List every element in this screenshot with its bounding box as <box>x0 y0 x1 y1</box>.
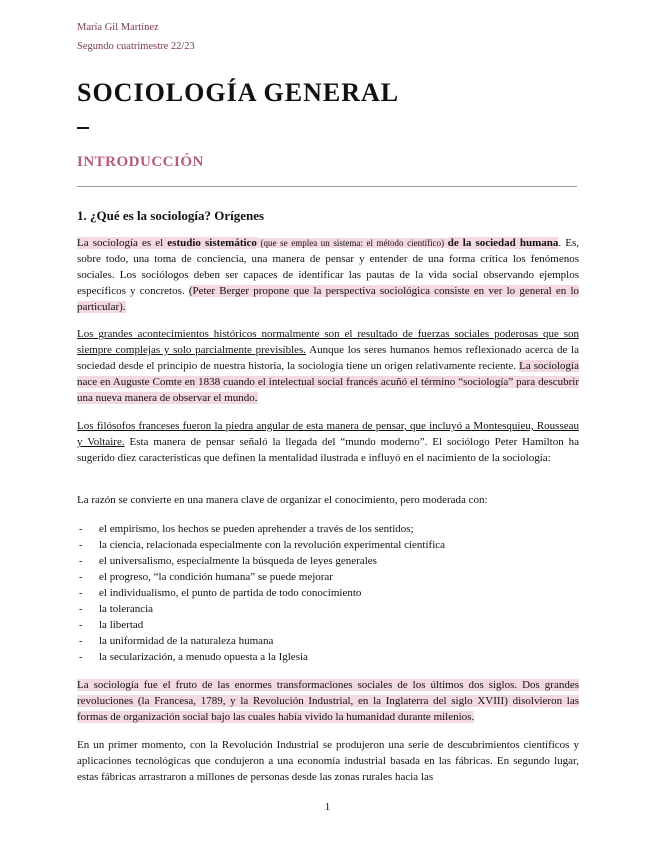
p1-a: La sociología es el <box>77 237 168 249</box>
author-name: María Gil Martínez <box>77 22 159 33</box>
p2-b: Aunque los seres humanos hemos reflexionado acerca de la sociedad desde el principio de nuestra historia, la sociología tiene un origen relativamente reciente. <box>77 344 579 372</box>
p3-b: Esta manera de pensar señaló la llegada del “mundo moderno”. El sociólogo Peter Hamilton ha sugerido diez características que definen la mentalidad ilustrada e influyó en el nacimiento de la sociología: <box>77 436 579 464</box>
list-item: - la tolerancia <box>79 603 154 615</box>
list-item: - el progreso, “la condición humana” se puede mejorar <box>79 571 333 583</box>
section-heading: INTRODUCCIÓN <box>77 154 204 170</box>
characteristics-list <box>77 521 445 665</box>
page-number: 1 <box>324 801 331 813</box>
list-bullet: - <box>79 603 83 615</box>
p1-b: estudio sistemático <box>167 237 257 249</box>
list-bullet: - <box>79 651 83 663</box>
list-item: - el individualismo, el punto de partida de todo conocimiento <box>79 587 362 599</box>
paragraph-reason: La razón se convierte en una manera clave de organizar el conocimiento, pero moderada con: <box>77 494 488 506</box>
list-bullet: - <box>79 571 83 583</box>
p2-c: La sociología nace en Auguste Comte en 1838 cuando el intelectual social francés acuñó el término “sociología” para descubrir una nueva manera de observar el mundo. <box>77 360 579 404</box>
list-item: - la secularización, a menudo opuesta a la Iglesia <box>79 651 308 663</box>
subsection-heading: 1. ¿Qué es la sociología? Orígenes <box>77 208 265 223</box>
list-item: - la libertad <box>79 619 144 631</box>
p1-d: de la sociedad humana <box>447 237 559 249</box>
list-bullet: - <box>79 635 83 647</box>
paragraph-definition <box>77 235 579 315</box>
list-bullet: - <box>79 619 83 631</box>
p1-c: (que se emplea un sistema: el método científico) <box>256 238 448 248</box>
paragraph-history <box>77 326 579 406</box>
list-bullet: - <box>79 539 83 551</box>
list-item: - la uniformidad de la naturaleza humana <box>79 635 274 647</box>
list-item: - el universalismo, especialmente la búsqueda de leyes generales <box>79 555 377 567</box>
list-bullet: - <box>79 587 83 599</box>
document-title: SOCIOLOGÍA GENERAL <box>77 78 400 107</box>
title-dash <box>77 127 89 129</box>
section-divider <box>77 186 577 187</box>
list-item: - el empirismo, los hechos se pueden aprehender a través de los sentidos; <box>79 523 414 535</box>
paragraph-revolutions <box>77 677 579 725</box>
p1-f: (Peter Berger propone que la perspectiva sociológica consiste en ver lo general en lo particular). <box>77 285 579 313</box>
p1-e: . Es, sobre todo, una toma de conciencia, una manera de pensar y entender de una forma crítica los fenómenos sociales. Los sociólogos deben ser capaces de identificar las pautas de la vida social observando ejemplos específicos y concretos. <box>77 237 579 297</box>
paragraph-philosophers <box>77 418 579 466</box>
list-bullet: - <box>79 523 83 535</box>
p3-a: Los filósofos franceses fueron la piedra angular de esta manera de pensar, que incluyó a Montesquieu, Rousseau y Voltaire. <box>77 420 579 448</box>
list-item: - la ciencia, relacionada especialmente con la revolución experimental científica <box>79 539 446 551</box>
paragraph-industrial: En un primer momento, con la Revolución Industrial se produjeron una serie de descubrimientos científicos y aplicaciones tecnológicas que condujeron a una economía industrial basada en las fábricas. En segundo lugar, estas fábricas arrastraron a millones de personas desde las zonas rurales hacia las <box>77 739 579 783</box>
term-label: Segundo cuatrimestre 22/23 <box>77 41 195 52</box>
list-bullet: - <box>79 555 83 567</box>
p5-text: La sociología fue el fruto de las enormes transformaciones sociales de los últimos dos siglos. Dos grandes revoluciones (la Francesa, 1789, y la Revolución Industrial, en la Inglaterra del siglo XVIII) disolvieron las formas de organización social bajo las cuales había vivido la humanidad durante milenios. <box>77 679 579 723</box>
p2-a: Los grandes acontecimientos históricos normalmente son el resultado de fuerzas sociales poderosas que son siempre complejas y solo parcialmente previsibles. <box>77 328 579 356</box>
